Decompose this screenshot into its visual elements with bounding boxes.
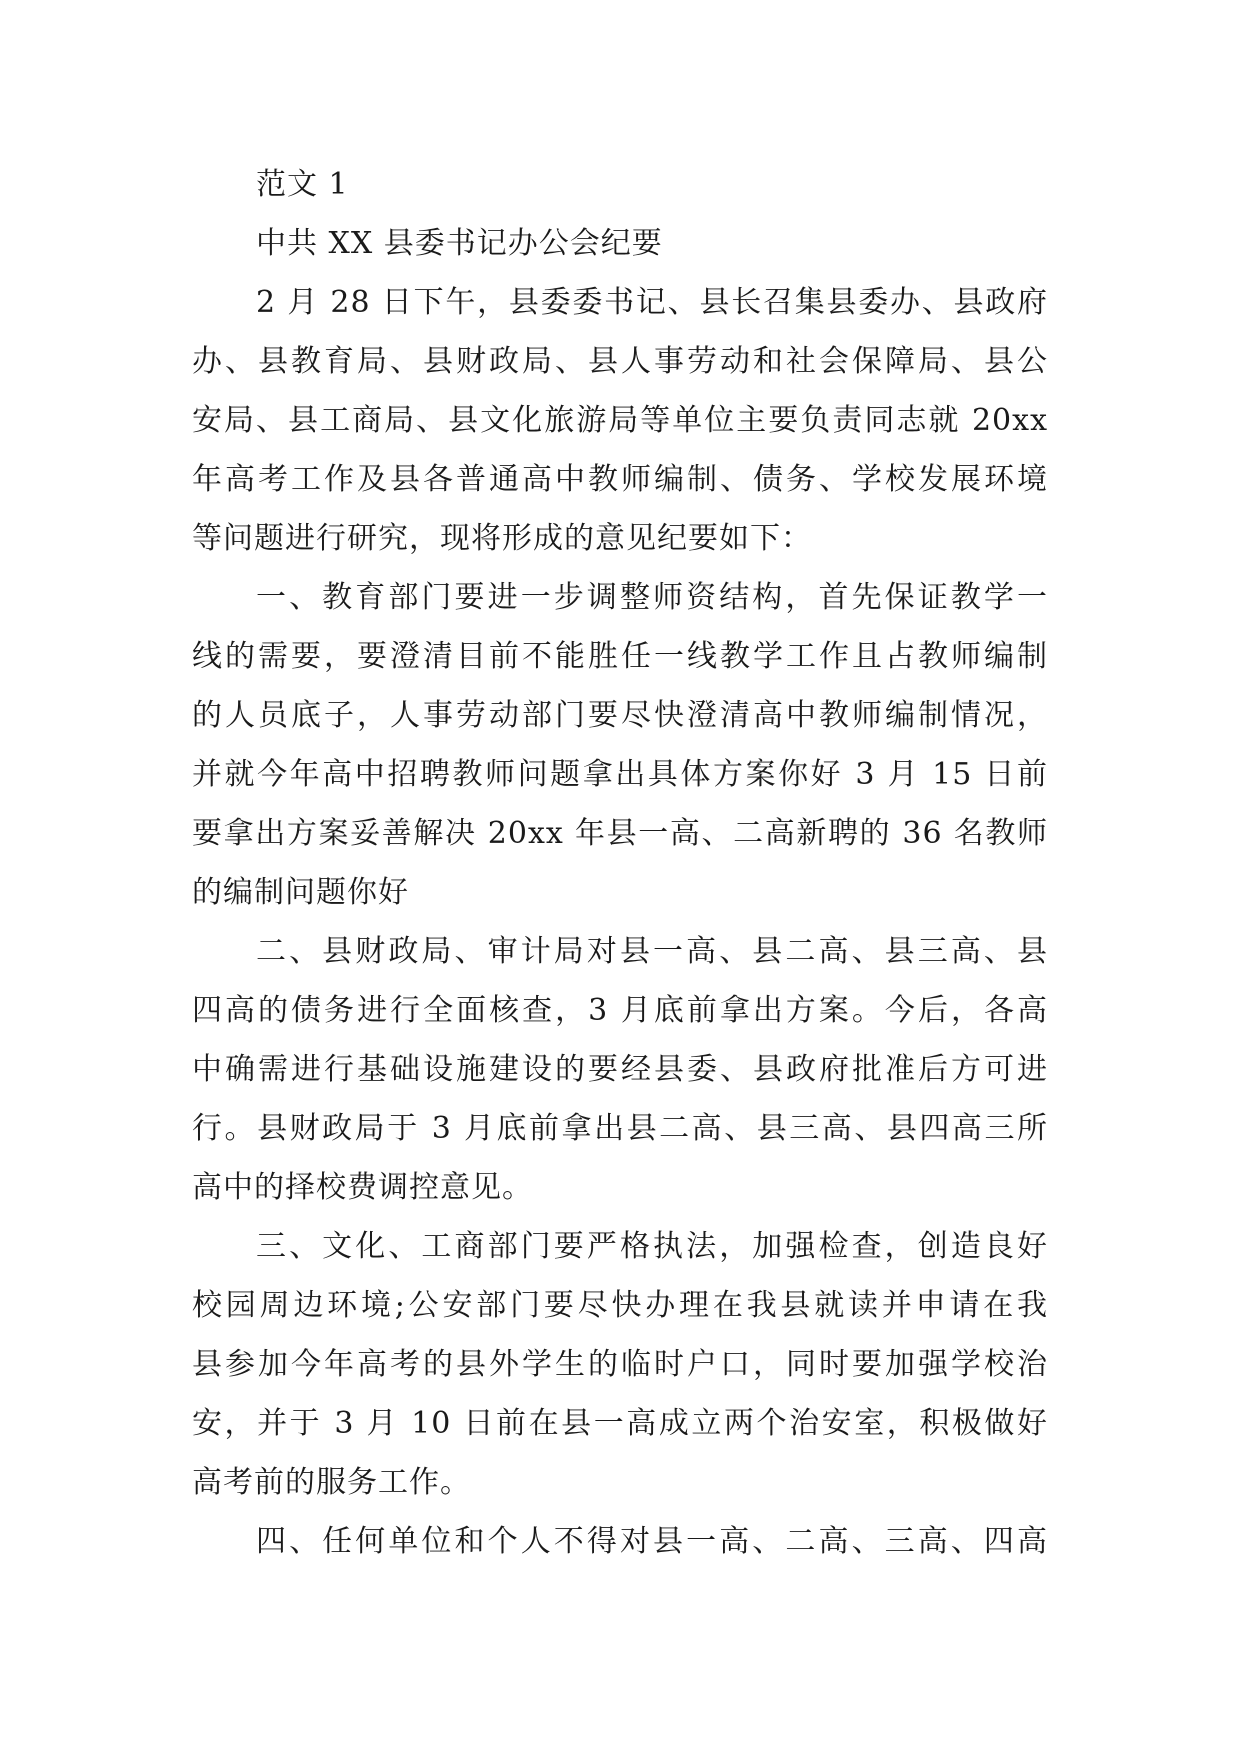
paragraph-line: 的编制问题你好 <box>192 875 409 910</box>
paragraph-line: 高中的择校费调控意见。 <box>192 1170 533 1205</box>
paragraph-line: 二、县财政局、审计局对县一高、县二高、县三高、县 <box>256 934 1048 969</box>
paragraph-line: 校园周边环境;公安部门要尽快办理在我县就读并申请在我 <box>192 1288 1048 1323</box>
paragraph-line: 一、教育部门要进一步调整师资结构，首先保证教学一 <box>256 580 1048 615</box>
paragraph-line: 行。县财政局于 3 月底前拿出县二高、县三高、县四高三所 <box>192 1111 1048 1146</box>
paragraph-line: 四高的债务进行全面核查，3 月底前拿出方案。今后，各高 <box>192 993 1048 1028</box>
paragraph-line: 三、文化、工商部门要严格执法，加强检查，创造良好 <box>256 1229 1048 1264</box>
paragraph-line: 四、任何单位和个人不得对县一高、二高、三高、四高 <box>256 1524 1048 1559</box>
document-body <box>192 155 1048 1571</box>
paragraph-line: 安局、县工商局、县文化旅游局等单位主要负责同志就 20xx <box>192 403 1048 438</box>
paragraph-line: 中确需进行基础设施建设的要经县委、县政府批准后方可进 <box>192 1052 1048 1087</box>
paragraph-line: 办、县教育局、县财政局、县人事劳动和社会保障局、县公 <box>192 344 1048 379</box>
paragraph-line: 线的需要，要澄清目前不能胜任一线教学工作且占教师编制 <box>192 639 1048 674</box>
paragraph-line: 年高考工作及县各普通高中教师编制、债务、学校发展环境 <box>192 462 1048 497</box>
paragraph-line: 县参加今年高考的县外学生的临时户口，同时要加强学校治 <box>192 1347 1048 1382</box>
paragraph-line: 并就今年高中招聘教师问题拿出具体方案你好 3 月 15 日前 <box>192 757 1048 792</box>
paragraph-line: 高考前的服务工作。 <box>192 1465 471 1500</box>
paragraph-line: 的人员底子，人事劳动部门要尽快澄清高中教师编制情况， <box>192 698 1048 733</box>
heading-label: 范文 1 <box>256 167 349 202</box>
paragraph-line: 要拿出方案妥善解决 20xx 年县一高、二高新聘的 36 名教师 <box>192 816 1048 851</box>
paragraph-line: 2 月 28 日下午，县委委书记、县长召集县委办、县政府 <box>256 285 1048 320</box>
paragraph-line: 安，并于 3 月 10 日前在县一高成立两个治安室，积极做好 <box>192 1406 1048 1441</box>
document-title: 中共 XX 县委书记办公会纪要 <box>256 226 663 261</box>
paragraph-line: 等问题进行研究，现将形成的意见纪要如下： <box>192 521 812 556</box>
